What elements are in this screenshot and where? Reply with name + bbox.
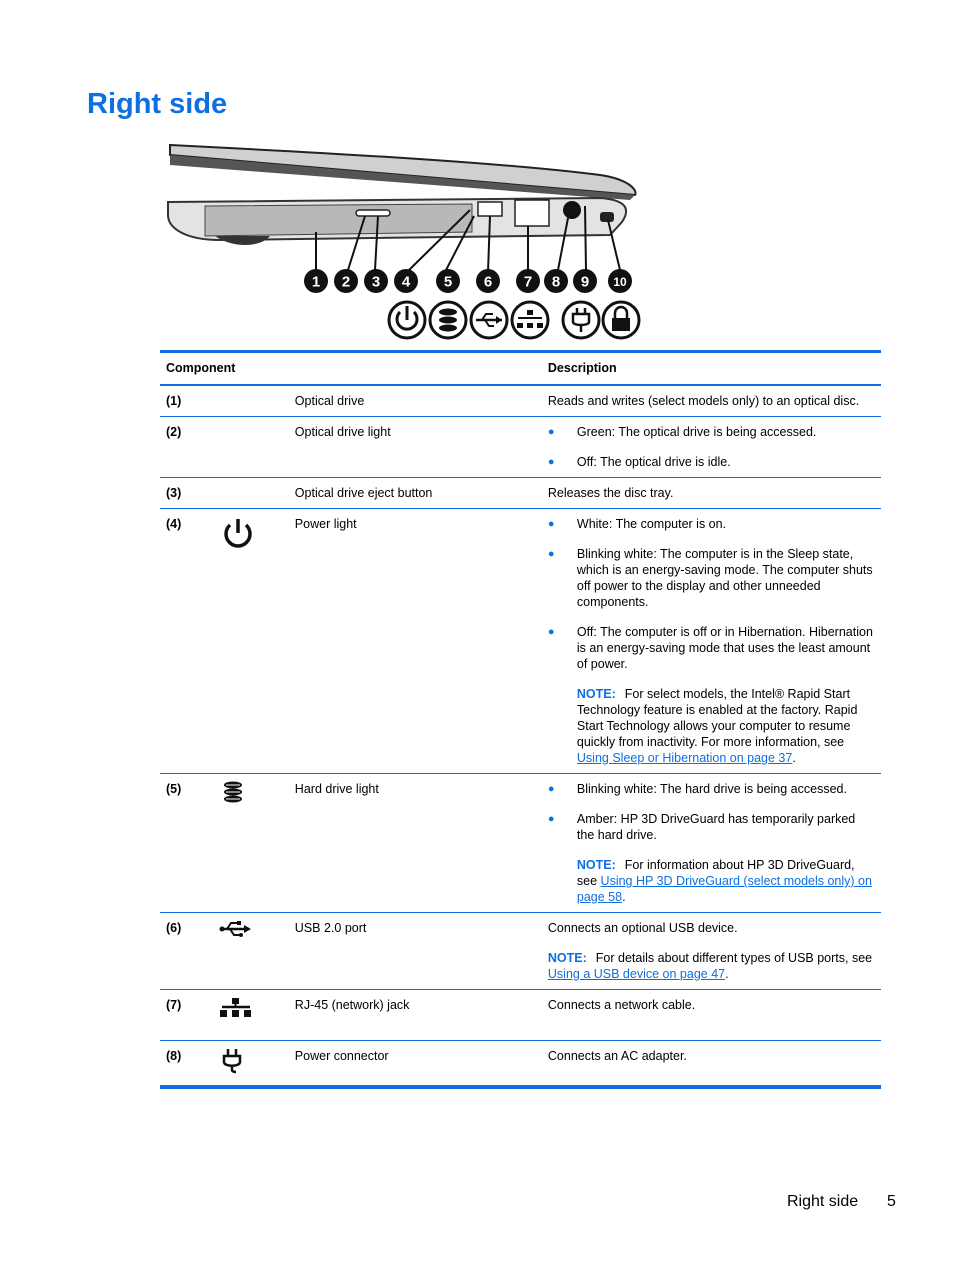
svg-text:4: 4 xyxy=(401,273,411,291)
figure-power-icon xyxy=(389,302,425,338)
note-text: For details about different types of USB ports, see xyxy=(595,951,873,965)
callout-5 xyxy=(436,269,460,293)
row-icon-cell xyxy=(205,774,289,913)
callout-4 xyxy=(394,269,418,293)
svg-text:1: 1 xyxy=(311,273,321,291)
table-row xyxy=(160,1041,881,1088)
note-label: NOTE: xyxy=(547,951,587,965)
svg-text:3: 3 xyxy=(371,273,381,291)
row-icon-cell xyxy=(205,478,289,509)
bullet-icon: ● xyxy=(547,783,555,795)
table-row xyxy=(160,478,881,509)
bullet-icon: ● xyxy=(547,548,555,560)
figure-power-connector-icon xyxy=(563,302,599,338)
row-number: (3) xyxy=(166,486,182,500)
list-item: ● Off: The computer is off or in Hibernation. Hibernation is an energy-saving mode that uses the least amount of power. xyxy=(547,625,873,671)
callout-8 xyxy=(544,269,568,293)
list-item: ● Blinking white: The hard drive is being accessed. xyxy=(547,782,847,796)
row-description: Connects a network cable. xyxy=(547,998,696,1012)
row-number: (7) xyxy=(166,998,182,1012)
row-description: Reads and writes (select models only) to an optical disc. xyxy=(547,394,860,408)
svg-text:9: 9 xyxy=(580,273,590,291)
svg-text:5: 5 xyxy=(443,273,453,291)
laptop-right-side-figure xyxy=(160,140,660,340)
callout-6 xyxy=(476,269,500,293)
note-label: NOTE: xyxy=(576,858,616,872)
svg-text:6: 6 xyxy=(483,273,493,291)
figure-network-icon xyxy=(512,302,548,338)
row-number: (4) xyxy=(166,517,182,531)
page-title: Right side xyxy=(87,88,228,120)
note-text: For select models, the Intel® Rapid Start Technology feature is enabled at the factory. Rapid Start Technology allows your computer to resume quickly from inactivity. For more information, see xyxy=(576,687,858,749)
hard-drive-icon xyxy=(221,781,245,803)
list-item: ● Off: The optical drive is idle. xyxy=(547,455,731,469)
row-number: (1) xyxy=(166,394,182,408)
row-component: Power connector xyxy=(294,1049,389,1063)
row-icon-cell xyxy=(205,385,289,417)
table-row xyxy=(160,774,881,913)
svg-text:10: 10 xyxy=(613,275,627,289)
figure-lock-icon xyxy=(603,302,639,338)
column-header-description: Description xyxy=(547,361,617,375)
footer-section-title: Right side xyxy=(787,1193,859,1210)
row-component: Optical drive xyxy=(294,394,365,408)
table-row xyxy=(160,385,881,417)
callout-10 xyxy=(608,269,632,293)
components-table-wrap xyxy=(160,350,881,1089)
svg-text:2: 2 xyxy=(341,273,351,291)
row-icon-cell xyxy=(205,990,289,1041)
table-row xyxy=(160,509,881,774)
bullet-icon: ● xyxy=(547,813,555,825)
link-sleep-hibernation[interactable]: Using Sleep or Hibernation on page 37 xyxy=(576,751,793,765)
column-header-component: Component xyxy=(166,361,236,375)
row-icon-cell xyxy=(205,509,289,774)
row-description: Connects an AC adapter. xyxy=(547,1049,687,1063)
row-icon-cell xyxy=(205,913,289,990)
usb-icon xyxy=(219,920,253,938)
row-component: USB 2.0 port xyxy=(294,921,367,935)
row-component: RJ-45 (network) jack xyxy=(294,998,410,1012)
callout-2 xyxy=(334,269,358,293)
table-row xyxy=(160,913,881,990)
power-icon xyxy=(221,516,255,550)
row-icon-cell xyxy=(205,1041,289,1088)
page-footer xyxy=(787,1193,896,1211)
note: NOTE: For select models, the Intel® Rapid Start Technology feature is enabled at the factory. Rapid Start Technology allows your computer to resume quickly from inactivity. For more information, see Using Sleep or Hibernation on page 37. xyxy=(576,687,858,765)
power-connector-icon xyxy=(221,1048,243,1074)
row-number: (8) xyxy=(166,1049,182,1063)
network-icon xyxy=(219,997,253,1019)
bullet-icon: ● xyxy=(547,518,555,530)
bullet-icon: ● xyxy=(547,456,555,468)
svg-text:7: 7 xyxy=(523,273,533,291)
link-driveguard[interactable]: Using HP 3D DriveGuard (select models only) on page 58 xyxy=(576,874,872,904)
components-table xyxy=(160,350,881,1089)
table-row xyxy=(160,990,881,1041)
row-icon-cell xyxy=(205,417,289,478)
note: NOTE: For details about different types of USB ports, see Using a USB device on page 47. xyxy=(547,951,873,981)
row-number: (6) xyxy=(166,921,182,935)
bullet-icon: ● xyxy=(547,626,555,638)
table-header-row xyxy=(160,352,881,386)
row-component: Optical drive eject button xyxy=(294,486,433,500)
row-description xyxy=(542,417,881,478)
row-description xyxy=(542,509,881,774)
callout-3 xyxy=(364,269,388,293)
row-component: Power light xyxy=(294,517,357,531)
row-description: Releases the disc tray. xyxy=(547,486,674,500)
row-description xyxy=(542,774,881,913)
note: NOTE: For information about HP 3D DriveGuard, see Using HP 3D DriveGuard (select models only) on page 58. xyxy=(576,858,872,904)
table-row xyxy=(160,417,881,478)
figure-usb-icon xyxy=(471,302,507,338)
list-item: ● Amber: HP 3D DriveGuard has temporarily parked the hard drive. xyxy=(547,812,856,842)
callout-7 xyxy=(516,269,540,293)
list-item: ● Blinking white: The computer is in the Sleep state, which is an energy-saving mode. The computer shuts off power to the display and other unneeded components. xyxy=(547,547,873,609)
list-item: ● Green: The optical drive is being accessed. xyxy=(547,425,817,439)
link-usb-device[interactable]: Using a USB device on page 47 xyxy=(547,967,726,981)
row-component: Hard drive light xyxy=(294,782,379,796)
row-number: (5) xyxy=(166,782,182,796)
figure-hard-drive-icon xyxy=(430,302,466,338)
callout-numbers xyxy=(304,269,632,293)
row-description: Connects an optional USB device. NOTE: For details about different types of USB ports, see Using a USB device on page 47. xyxy=(542,913,881,990)
list-item: ● White: The computer is on. xyxy=(547,517,727,531)
callout-1 xyxy=(304,269,328,293)
row-number: (2) xyxy=(166,425,182,439)
bullet-icon: ● xyxy=(547,426,555,438)
callout-9 xyxy=(573,269,597,293)
footer-page-number: 5 xyxy=(887,1193,896,1210)
note-text: For information about HP 3D DriveGuard, see xyxy=(576,858,855,888)
note-label: NOTE: xyxy=(576,687,616,701)
svg-text:8: 8 xyxy=(551,273,561,291)
row-component: Optical drive light xyxy=(294,425,391,439)
